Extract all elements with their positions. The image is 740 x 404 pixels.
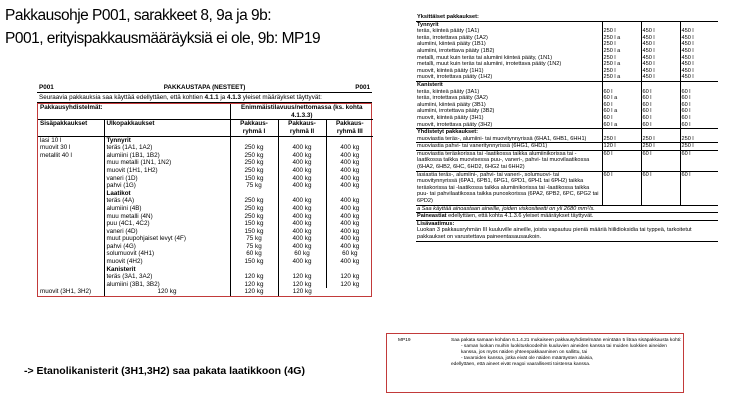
mp19-line: - saman luokan muihin luokituskoodeihin kuuluvien aineiden kanssa tai muiden luokkien aineiden kanssa, jos myös näiden yhteenpakkaaminen on sallittu, tai bbox=[461, 343, 667, 355]
col-inner: Sisäpakkaukset bbox=[38, 120, 104, 136]
value-cell: 400 kg bbox=[278, 175, 326, 183]
value-cell: 450 l bbox=[641, 55, 680, 62]
table-row bbox=[416, 143, 718, 151]
intro-text: Seuraavia pakkauksia saa käyttää edellyttäen, että kohtien bbox=[39, 93, 205, 101]
mp19-box bbox=[386, 333, 684, 393]
row-label: teräs, kiinteä pääty (1A1) bbox=[416, 28, 602, 35]
intro-ref-2: 4.1.3 bbox=[227, 93, 242, 101]
value-cell: 450 l bbox=[681, 34, 694, 41]
row-label: alumiini (1B1, 1B2) bbox=[104, 152, 230, 160]
value-cell: 250 l bbox=[680, 136, 718, 143]
bottom-note: -> Etanolikanisterit (3H1,3H2) saa pakata laatikkoon (4G) bbox=[24, 365, 305, 377]
paineastiat-text: Paineastiat edellyttäen, että kohta 4.1.3.6 yleiset määräykset täyttyvät. bbox=[416, 213, 718, 221]
mp19-line: edellyttäen, että aineet eivät reagoi vaarallisesti toistensa kanssa. bbox=[451, 361, 591, 367]
single-packagings-document bbox=[416, 14, 718, 242]
value-cell: 450 l bbox=[681, 61, 694, 68]
combo-label: Pakkausyhdistelmät: bbox=[38, 104, 230, 120]
value-cell: 450 l bbox=[681, 47, 694, 54]
value-cell: 400 kg bbox=[278, 152, 326, 160]
table-row bbox=[416, 115, 718, 122]
table-row bbox=[416, 68, 718, 75]
row-label: muovit (1H1, 1H2) bbox=[104, 167, 230, 175]
value-cell: 450 l bbox=[641, 35, 680, 42]
value-cell: 400 kg bbox=[340, 144, 360, 152]
value-cell: 400 kg bbox=[340, 258, 360, 266]
table-row bbox=[416, 102, 718, 109]
row-label: teräs, kiinteä pääty (3A1) bbox=[416, 89, 602, 96]
value-cell: 400 kg bbox=[278, 213, 326, 221]
table-row bbox=[416, 95, 718, 102]
value-cell: 75 kg bbox=[230, 235, 278, 243]
value-cell: 250 l bbox=[602, 55, 641, 62]
table-row bbox=[38, 288, 373, 296]
value-cell: 60 l bbox=[681, 108, 691, 115]
value-cell: 400 kg bbox=[340, 227, 360, 235]
value-cell: 400 kg bbox=[278, 197, 326, 205]
intro-ref-1: 4.1.1 bbox=[204, 93, 219, 101]
value-cell: 250 l bbox=[602, 28, 641, 35]
p001-table bbox=[38, 104, 373, 296]
value-cell: 75 kg bbox=[230, 243, 278, 251]
section-name: Tynnyrit bbox=[104, 136, 230, 144]
value-cell: 450 l bbox=[641, 28, 680, 35]
value-cell: 60 l bbox=[641, 122, 680, 129]
section-name: Yhdistetyt pakkaukset: bbox=[416, 129, 602, 136]
value-cell: 450 l bbox=[641, 48, 680, 55]
row-label: muovit, irrotettava pääty (1H2) bbox=[416, 74, 602, 81]
row-label: muut puupohjaiset levyt (4F) bbox=[104, 235, 230, 243]
value-cell: 60 l bbox=[602, 89, 641, 96]
value-cell: 60 l bbox=[641, 150, 680, 171]
value-cell: 250 l bbox=[602, 41, 641, 48]
row-label: teräs, irrotettava pääty (1A2) bbox=[416, 35, 602, 42]
row-label: pahvi (4G) bbox=[104, 243, 230, 251]
value-cell: 400 kg bbox=[340, 242, 360, 250]
value-cell: 450 l bbox=[641, 41, 680, 48]
value-cell: 120 kg bbox=[340, 273, 360, 281]
group-3-header: Pakkaus-ryhmä III bbox=[326, 120, 373, 136]
p001-code-right: P001 bbox=[355, 84, 370, 91]
title-line-2: P001, erityispakkausmääräyksiä ei ole, 9b: MP19 bbox=[5, 30, 321, 47]
col-outer: Ulkopakkaukset bbox=[104, 120, 230, 136]
row-label: vaneri (1D) bbox=[104, 175, 230, 183]
value-cell: 250 l bbox=[641, 143, 680, 151]
inner-item: muovit 30 l bbox=[40, 144, 71, 152]
value-cell: 400 kg bbox=[278, 182, 326, 190]
row-label: metalli, muut kuin teräs tai alumiini, irrotettava pääty (1N2) bbox=[416, 61, 602, 68]
row-label: teräs (3A1, 3A2) bbox=[104, 273, 230, 281]
table-row bbox=[416, 74, 718, 81]
value-cell: 400 kg bbox=[278, 228, 326, 236]
value-cell: 60 l bbox=[602, 150, 641, 171]
row-label: muovit, irrotettava pääty (3H2) bbox=[416, 122, 602, 129]
row-label: teräs (4A) bbox=[104, 197, 230, 205]
value-cell: 450 l bbox=[681, 28, 694, 35]
value-cell: 150 kg bbox=[230, 220, 278, 228]
value-cell: 60 l bbox=[680, 171, 718, 205]
value-cell: 450 l bbox=[681, 41, 694, 48]
value-cell: 60 l bbox=[641, 95, 680, 102]
value-cell: 60 l bbox=[602, 102, 641, 109]
row-label: vaneri (4D) bbox=[104, 228, 230, 236]
value-cell: 400 kg bbox=[278, 235, 326, 243]
row-label: teräs (1A1, 1A2) bbox=[104, 144, 230, 152]
value-cell: 60 l bbox=[641, 108, 680, 115]
value-cell: 60 l bbox=[641, 115, 680, 122]
value-cell: 400 kg bbox=[278, 167, 326, 175]
value-cell: 120 kg bbox=[340, 280, 360, 288]
value-cell: 120 kg bbox=[278, 273, 326, 281]
row-label: alumiini, irrotettava pääty (3B2) bbox=[416, 108, 602, 115]
value-cell: 250 kg bbox=[230, 152, 278, 160]
value-cell: 120 kg bbox=[230, 273, 278, 281]
value-cell: 60 kg bbox=[342, 250, 358, 258]
row-label: pahvi (1G) bbox=[104, 182, 230, 190]
row-label: muovit (4H2) bbox=[104, 258, 230, 266]
value-cell: 60 l bbox=[681, 88, 691, 95]
footnote: a Saa käyttää ainoastaan aineille, joiden viskositeetti on yli 2680 mm²/s. bbox=[416, 205, 718, 213]
value-cell: 400 kg bbox=[340, 220, 360, 228]
value-cell: 60 kg bbox=[278, 250, 326, 258]
value-cell: 60 l bbox=[641, 102, 680, 109]
section-name: Tynnyrit bbox=[416, 21, 602, 28]
slide-title bbox=[5, 4, 320, 50]
mp19-text bbox=[451, 338, 682, 368]
value-cell: 400 kg bbox=[340, 174, 360, 182]
value-cell: 250 l bbox=[680, 143, 718, 151]
row-label: muovit, kiinteä pääty (3H1) bbox=[416, 115, 602, 122]
value-cell: 150 kg bbox=[230, 175, 278, 183]
value-cell: 450 l bbox=[641, 61, 680, 68]
p001-code-left: P001 bbox=[39, 84, 54, 91]
value-cell: 450 l bbox=[681, 74, 694, 81]
value-cell: 400 kg bbox=[278, 205, 326, 213]
value-cell: 400 kg bbox=[278, 243, 326, 251]
value-cell: 250 l bbox=[602, 136, 641, 143]
section-name: Kanisterit bbox=[416, 81, 602, 88]
value-cell: 400 kg bbox=[340, 204, 360, 212]
table-row bbox=[416, 136, 718, 143]
p001-intro bbox=[37, 93, 372, 104]
table-row bbox=[416, 89, 718, 96]
value-cell: 250 kg bbox=[230, 159, 278, 167]
section-name: Laatikot bbox=[104, 190, 230, 198]
table-row bbox=[416, 41, 718, 48]
row-label: alumiini, irrotettava pääty (1B2) bbox=[416, 48, 602, 55]
value-cell: 450 l bbox=[641, 74, 680, 81]
inner-item: lasi 10 l bbox=[40, 136, 62, 144]
value-cell: 450 l bbox=[681, 67, 694, 74]
title-line-1: Pakkausohje P001, sarakkeet 8, 9a ja 9b: bbox=[5, 7, 272, 24]
value-cell: 250 l a bbox=[602, 74, 641, 81]
table-row bbox=[416, 55, 718, 62]
row-label: lasiastia teräs-, alumiini-, pahvi- tai vaneri-, solumuovi- tai muovitynnyrissä (6PA1, 6PB1, 6PG1, 6PD1, 6PH1 tai 6PH2) taikka teräskorissa tai -laatikossa taikka alumiinikorissa tai -laatikossa taikka puu- tai pahvilaatikossa taikka punoskorissa (6PA2, 6PB2, 6PC, 6PG2 tai 6PD2) bbox=[416, 171, 602, 205]
mp19-line: Saa pakata samaan kohdan 6.1.4.21 mukaiseen pakkausyhdistelmään enintään 5 litraa sisäpakkausta kohti: bbox=[451, 338, 682, 343]
inner-item: metallit 40 l bbox=[40, 151, 72, 159]
value-cell: 120 kg bbox=[292, 288, 312, 296]
row-label: alumiini, kiinteä pääty (1B1) bbox=[416, 41, 602, 48]
value-cell: 250 kg bbox=[230, 213, 278, 221]
value-cell: 400 kg bbox=[278, 220, 326, 228]
group-1-header: Pakkaus-ryhmä I bbox=[230, 120, 278, 136]
value-cell: 60 l bbox=[681, 121, 691, 128]
row-label: muoviastia teräskorissa tai -laatikossa taikka alumiinikorissa tai -laatikossa taikka muovisessa puu-, vaneri-, pahvi- tai muovilaatikossa (6HA2, 6HB2, 6HC, 6HD2, 6HG2 tai 6HH2) bbox=[416, 150, 602, 171]
table-row bbox=[416, 28, 718, 35]
row-label: muoviastia pahvi- tai vaneritynnyrissä (6HG1, 6HD1) bbox=[416, 143, 602, 151]
value-cell: 150 kg bbox=[230, 228, 278, 236]
value-cell: 60 l a bbox=[602, 95, 641, 102]
mp19-code: MP19 bbox=[398, 338, 411, 343]
value-cell: 120 l bbox=[602, 143, 641, 151]
value-cell: 400 kg bbox=[340, 182, 360, 190]
value-cell: 60 l a bbox=[602, 108, 641, 115]
row-label: puu (4C1, 4C2) bbox=[104, 220, 230, 228]
value-cell: 250 l bbox=[641, 136, 680, 143]
value-cell: 75 kg bbox=[230, 182, 278, 190]
lisavaatimus-heading: Lisävaatimus: bbox=[417, 220, 455, 227]
value-cell: 250 kg bbox=[230, 144, 278, 152]
value-cell: 400 kg bbox=[278, 258, 326, 266]
row-label: muovit, kiinteä pääty (1H1) bbox=[416, 68, 602, 75]
intro-text-mid: ja bbox=[218, 93, 227, 101]
row-label: alumiini (4B) bbox=[104, 205, 230, 213]
value-cell: 60 l bbox=[602, 115, 641, 122]
lisavaatimus-text: Luokan 3 pakkausryhmän III kuuluville aineille, joista vapautuu pieniä määriä hiilidioksidia tai typpeä, tarkoitetut pakkaukset on varustettava paineentasausaukoin. bbox=[416, 227, 718, 241]
table-row bbox=[416, 122, 718, 129]
table-row bbox=[416, 108, 718, 115]
value-cell: 250 kg bbox=[230, 197, 278, 205]
value-cell: 250 kg bbox=[230, 167, 278, 175]
value-cell: 250 l a bbox=[602, 35, 641, 42]
inner-packagings bbox=[38, 136, 104, 288]
p001-header-title: PAKKAUSTAPA (NESTEET) bbox=[163, 84, 246, 91]
group-2-header: Pakkaus-ryhmä II bbox=[278, 120, 326, 136]
value-cell: 400 kg bbox=[340, 235, 360, 243]
row-label: metalli, muut kuin teräs tai alumiini kiinteä pääty, (1N1) bbox=[416, 55, 602, 62]
row-label: alumiini, kiinteä pääty (3B1) bbox=[416, 102, 602, 109]
value-cell: 60 l bbox=[602, 171, 641, 205]
value-cell: 60 l bbox=[681, 95, 691, 102]
value-cell: 150 kg bbox=[230, 258, 278, 266]
row-label: muovit (3H1, 3H2) bbox=[38, 288, 104, 296]
value-cell: 250 l a bbox=[602, 48, 641, 55]
value-cell: 450 l bbox=[681, 54, 694, 61]
single-header: Yksittäiset pakkaukset: bbox=[416, 14, 718, 21]
value-cell: 60 l bbox=[681, 101, 691, 108]
value-cell: 400 kg bbox=[340, 197, 360, 205]
value-cell: 400 kg bbox=[278, 159, 326, 167]
value-cell: 60 l bbox=[680, 150, 718, 171]
value-cell: 250 l a bbox=[602, 61, 641, 68]
value-cell: 60 l bbox=[641, 171, 680, 205]
table-row bbox=[416, 35, 718, 42]
table-row bbox=[416, 150, 718, 171]
section-name: Kanisterit bbox=[104, 266, 230, 274]
row-label: muu metalli (4N) bbox=[104, 213, 230, 221]
row-label: alumiini (3B1, 3B2) bbox=[104, 281, 230, 289]
value-cell: 120 kg bbox=[230, 288, 278, 296]
row-label: solumuovit (4H1) bbox=[104, 250, 230, 258]
value-cell: 60 l bbox=[681, 114, 691, 121]
p001-document bbox=[37, 84, 372, 297]
table-row bbox=[416, 171, 718, 205]
value-cell: 400 kg bbox=[340, 151, 360, 159]
table-row bbox=[416, 48, 718, 55]
mp19-line: - tavaroiden kanssa, jotka eivät ole näiden määräysten alaisia, bbox=[461, 355, 594, 361]
value-cell: 250 kg bbox=[230, 205, 278, 213]
value-cell: 400 kg bbox=[340, 212, 360, 220]
row-label: muoviastia teräs-, alumiini- tai muovitynnyrissä (6HA1, 6HB1, 6HH1) bbox=[416, 136, 602, 143]
intro-text-end: yleiset määräykset täyttyvät: bbox=[241, 93, 322, 101]
p001-highlight-box bbox=[37, 103, 372, 297]
row-label: muu metalli (1N1, 1N2) bbox=[104, 159, 230, 167]
value-cell: 250 l bbox=[602, 68, 641, 75]
value-cell: 400 kg bbox=[340, 159, 360, 167]
value-cell: 120 kg bbox=[278, 281, 326, 289]
value-cell: 120 kg bbox=[230, 281, 278, 289]
table-row bbox=[416, 61, 718, 68]
row-label: teräs, irrotettava pääty (3A2) bbox=[416, 95, 602, 102]
value-cell: 60 l a bbox=[602, 122, 641, 129]
max-label: Enimmäistilavuus/nettomassa (ks. kohta 4.1.3.3) bbox=[230, 104, 373, 120]
value-cell: 120 kg bbox=[104, 288, 230, 296]
value-cell: 400 kg bbox=[278, 144, 326, 152]
value-cell: 450 l bbox=[641, 68, 680, 75]
value-cell: 60 l bbox=[641, 89, 680, 96]
p001-header bbox=[37, 84, 372, 93]
value-cell: 60 kg bbox=[230, 250, 278, 258]
value-cell: 400 kg bbox=[340, 166, 360, 174]
single-packagings-table bbox=[416, 14, 718, 242]
